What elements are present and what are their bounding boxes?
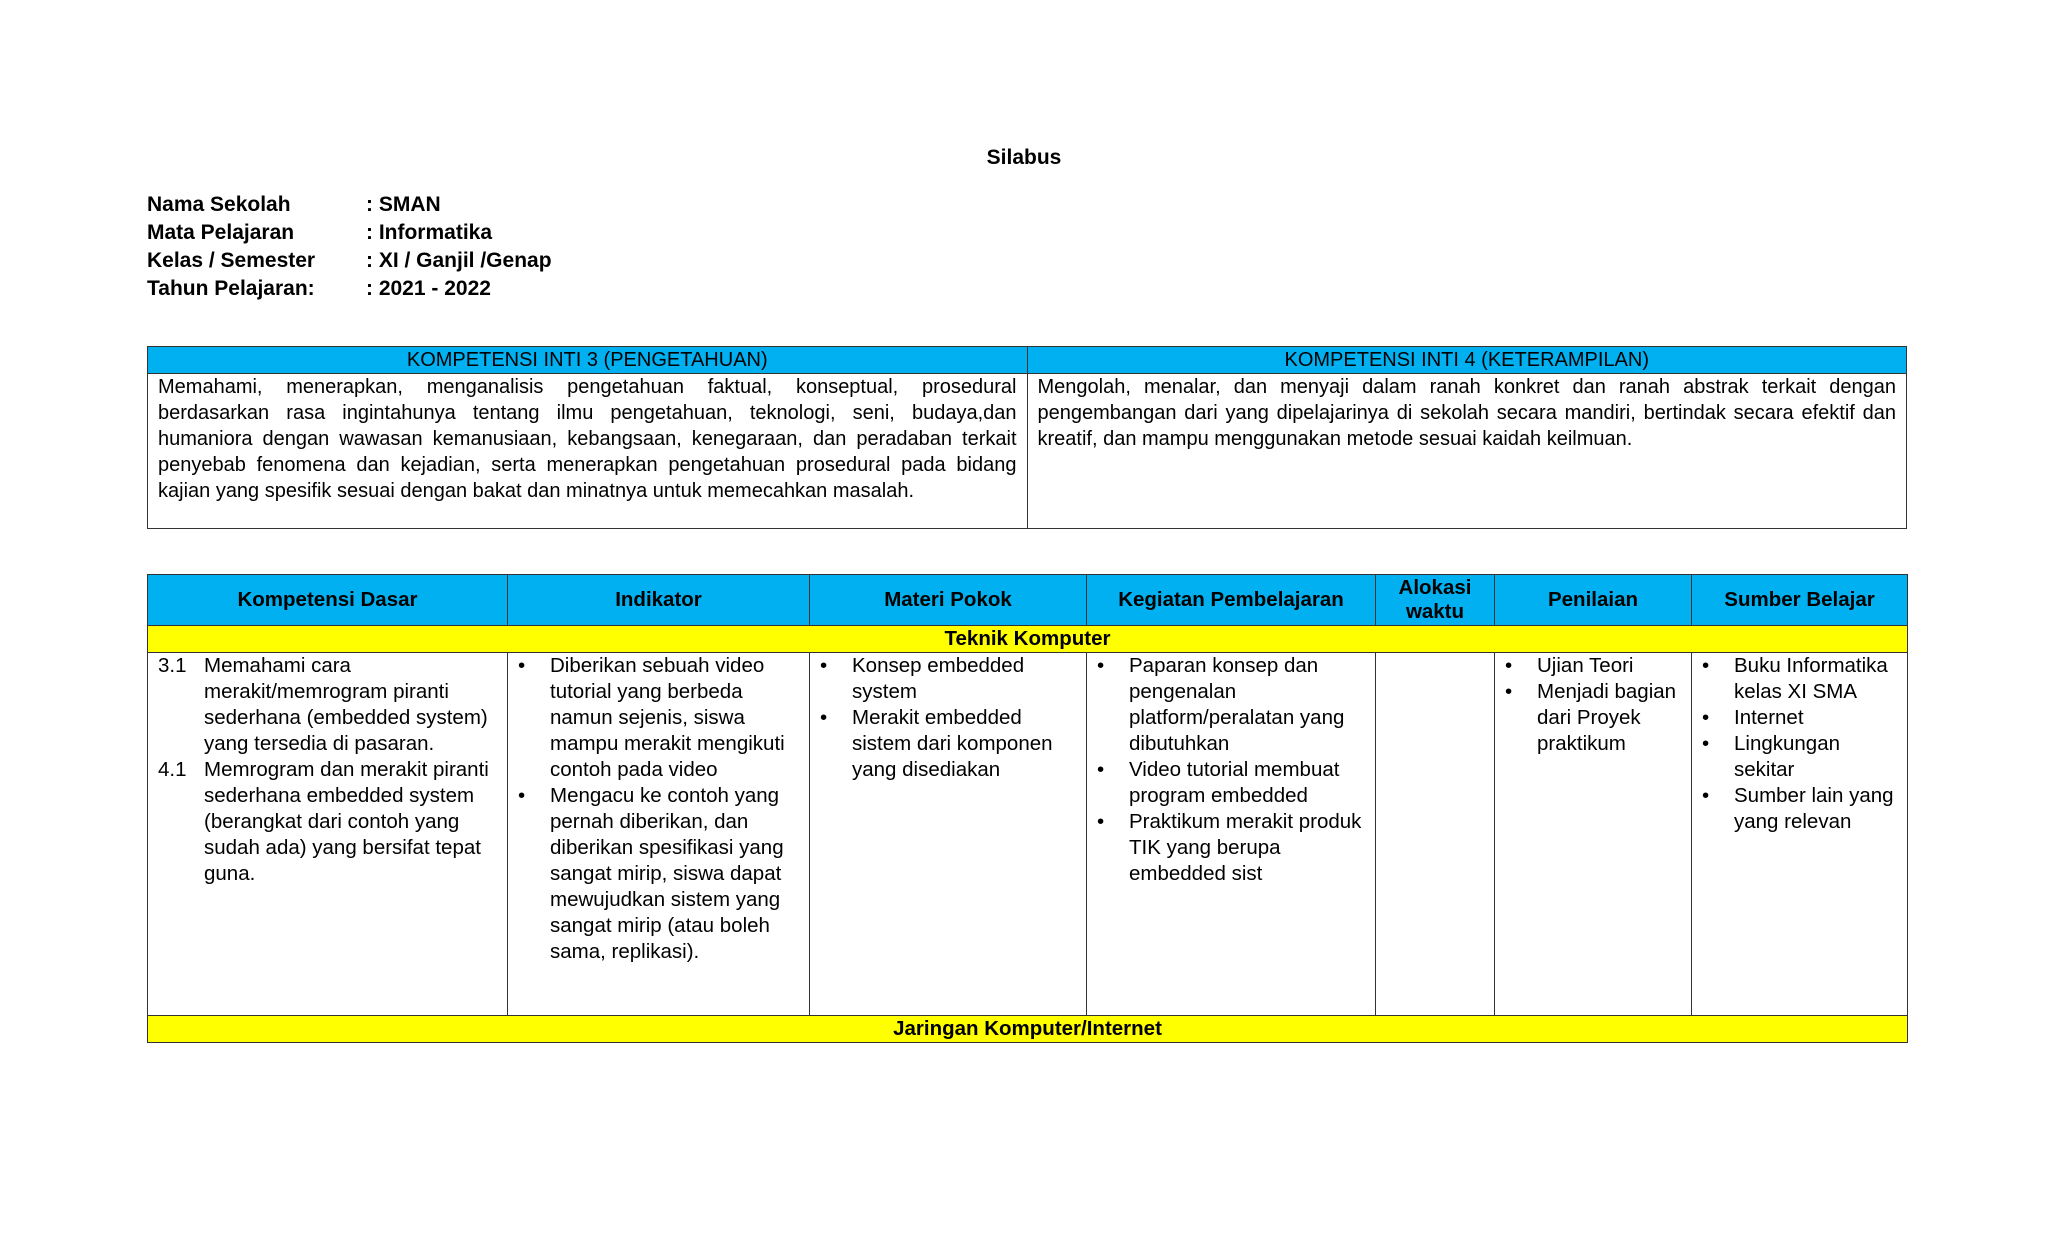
kompetensi-dasar-table <box>147 574 1908 1043</box>
header-kompetensi-dasar: Kompetensi Dasar <box>148 575 508 626</box>
header-materi-pokok: Materi Pokok <box>810 575 1087 626</box>
list-item: • Mengacu ke contoh yang pernah diberikan, dan diberikan spesifikasi yang sangat mirip, siswa dapat mewujudkan sistem yang sangat mirip (atau boleh sama, replikasi). <box>518 783 803 965</box>
kd-text: Memrogram dan merakit piranti sederhana embedded system (berangkat dari contoh yang sudah ada) yang bersifat tepat guna. <box>204 758 489 885</box>
header-alokasi-waktu: Alokasi waktu <box>1376 575 1495 626</box>
ki4-header: KOMPETENSI INTI 4 (KETERAMPILAN) <box>1027 347 1907 374</box>
ki4-text: Mengolah, menalar, dan menyaji dalam ranah konkret dan ranah abstrak terkait dengan pengembangan dari yang dipelajarinya di sekolah secara mandiri, bertindak secara efektif dan kreatif, dan mampu menggunakan metode sesuai kaidah keilmuan. <box>1027 374 1907 529</box>
penilaian-cell <box>1495 653 1692 1016</box>
header-indikator: Indikator <box>508 575 810 626</box>
kd-text: Memahami cara merakit/memrogram piranti sederhana (embedded system) yang tersedia di pasaran. <box>204 654 488 755</box>
list-item: • Diberikan sebuah video tutorial yang berbeda namun sejenis, siswa mampu merakit mengikuti contoh pada video <box>518 653 803 783</box>
page-title: Silabus <box>986 146 1062 169</box>
section-jaringan-komputer: Jaringan Komputer/Internet <box>148 1016 1908 1043</box>
list-item: • Sumber lain yang yang relevan <box>1702 783 1901 835</box>
meta-value: : Informatika <box>366 221 493 244</box>
school-info <box>147 191 552 303</box>
ki3-header: KOMPETENSI INTI 3 (PENGETAHUAN) <box>148 347 1028 374</box>
ki3-text: Memahami, menerapkan, menganalisis pengetahuan faktual, konseptual, prosedural berdasarkan rasa ingintahunya tentang ilmu pengetahuan, teknologi, seni, budaya,dan humaniora dengan wawasan kemanusiaan, kebangsaan, kenegaraan, dan peradaban terkait penyebab fenomena dan kejadian, serta menerapkan pengetahuan prosedural pada bidang kajian yang spesifik sesuai dengan bakat dan minatnya untuk memecahkan masalah. <box>148 374 1028 529</box>
meta-value: : XI / Ganjil /Genap <box>366 249 552 272</box>
kd-number: 3.1 <box>158 654 187 677</box>
meta-label: Nama Sekolah <box>147 193 291 216</box>
meta-row <box>147 219 552 247</box>
meta-row <box>147 191 552 219</box>
meta-value: : SMAN <box>366 193 441 216</box>
section-teknik-komputer: Teknik Komputer <box>148 626 1908 653</box>
materi-cell <box>810 653 1087 1016</box>
meta-value: : 2021 - 2022 <box>366 277 491 300</box>
header-penilaian: Penilaian <box>1495 575 1692 626</box>
list-item: • Video tutorial membuat program embedded <box>1097 757 1369 809</box>
kegiatan-cell <box>1087 653 1376 1016</box>
list-item: • Menjadi bagian dari Proyek praktikum <box>1505 679 1685 757</box>
meta-row <box>147 247 552 275</box>
meta-label: Kelas / Semester <box>147 249 316 272</box>
meta-label: Mata Pelajaran <box>147 221 295 244</box>
kd-item <box>158 757 501 887</box>
list-item: • Praktikum merakit produk TIK yang berupa embedded sist <box>1097 809 1369 887</box>
list-item: • Lingkungan sekitar <box>1702 731 1901 783</box>
alokasi-cell <box>1376 653 1495 1016</box>
kd-item <box>158 653 501 757</box>
kd-cell <box>148 653 508 1016</box>
list-item: • Ujian Teori <box>1505 653 1685 679</box>
list-item: • Konsep embedded system <box>820 653 1080 705</box>
header-sumber-belajar: Sumber Belajar <box>1692 575 1908 626</box>
list-item: • Merakit embedded sistem dari komponen yang disediakan <box>820 705 1080 783</box>
indikator-cell <box>508 653 810 1016</box>
header-kegiatan: Kegiatan Pembelajaran <box>1087 575 1376 626</box>
list-item: • Buku Informatika kelas XI SMA <box>1702 653 1901 705</box>
list-item: • Paparan konsep dan pengenalan platform/peralatan yang dibutuhkan <box>1097 653 1369 757</box>
kompetensi-inti-table <box>147 346 1907 529</box>
list-item: • Internet <box>1702 705 1901 731</box>
kd-number: 4.1 <box>158 758 187 781</box>
meta-row <box>147 275 552 303</box>
sumber-cell <box>1692 653 1908 1016</box>
meta-label: Tahun Pelajaran: <box>147 277 315 300</box>
